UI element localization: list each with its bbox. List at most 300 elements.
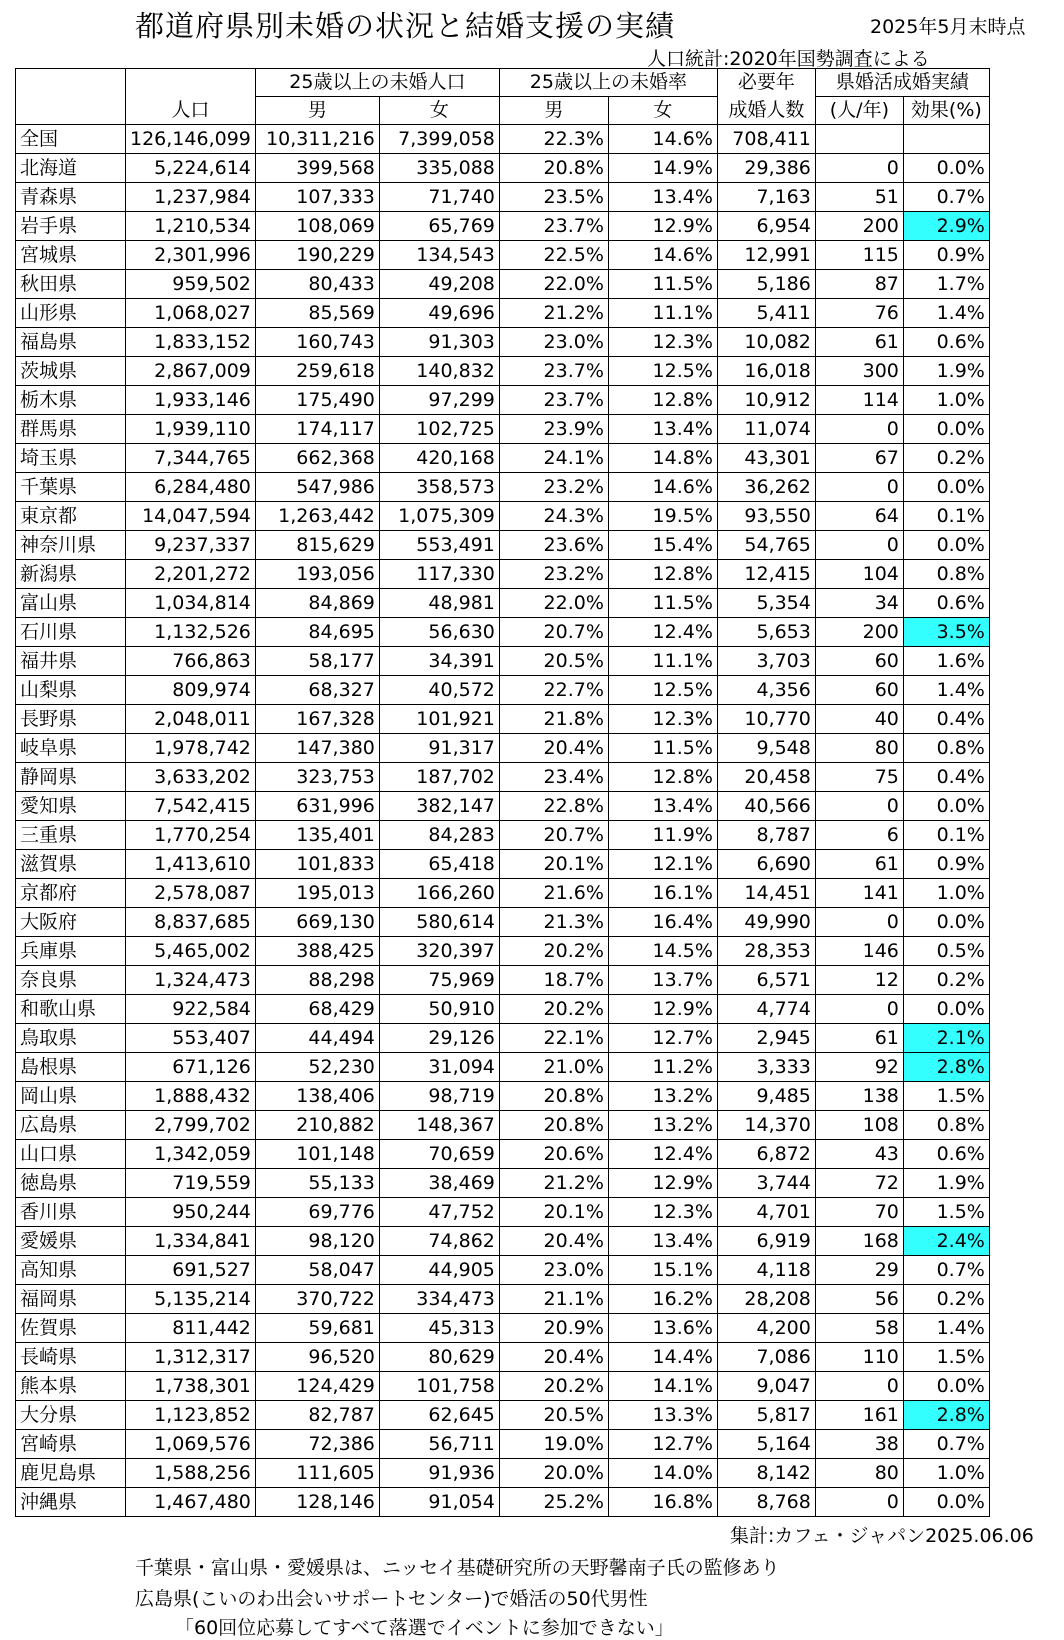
cell-prefecture: 石川県 [16,618,126,647]
cell-rate-female: 12.1% [608,850,717,879]
cell-prefecture: 香川県 [16,1198,126,1227]
cell-population: 2,201,272 [126,560,256,589]
cell-rate-male: 22.5% [499,241,608,270]
cell-effect: 0.4% [903,763,989,792]
cell-achievement: 0 [815,531,903,560]
cell-achievement: 40 [815,705,903,734]
cell-unmarried-female: 382,147 [379,792,499,821]
cell-achievement: 110 [815,1343,903,1372]
cell-required: 40,566 [717,792,815,821]
cell-prefecture: 和歌山県 [16,995,126,1024]
cell-required: 3,744 [717,1169,815,1198]
cell-rate-female: 15.4% [608,531,717,560]
cell-unmarried-female: 148,367 [379,1111,499,1140]
cell-required: 7,163 [717,183,815,212]
cell-rate-female: 13.3% [608,1401,717,1430]
table-row [16,357,990,386]
cell-rate-male: 18.7% [499,966,608,995]
table-body [16,125,990,1517]
cell-population: 691,527 [126,1256,256,1285]
cell-effect: 2.4% [903,1227,989,1256]
header-unmarried-male: 男 [255,97,379,125]
cell-population: 809,974 [126,676,256,705]
cell-effect: 0.6% [903,1140,989,1169]
table-row [16,676,990,705]
cell-rate-male: 23.7% [499,386,608,415]
cell-effect: 1.4% [903,1314,989,1343]
footnote-3: 「60回位応募してすべて落選でイベントに参加できない」 [175,1617,674,1639]
cell-required: 4,118 [717,1256,815,1285]
cell-achievement: 0 [815,995,903,1024]
cell-prefecture: 全国 [16,125,126,154]
cell-rate-male: 20.5% [499,647,608,676]
cell-prefecture: 静岡県 [16,763,126,792]
cell-rate-male: 22.1% [499,1024,608,1053]
cell-unmarried-female: 70,659 [379,1140,499,1169]
cell-prefecture: 栃木県 [16,386,126,415]
cell-rate-female: 11.5% [608,589,717,618]
cell-effect: 1.5% [903,1198,989,1227]
cell-achievement: 146 [815,937,903,966]
cell-unmarried-female: 420,168 [379,444,499,473]
cell-rate-female: 13.4% [608,415,717,444]
cell-rate-female: 11.5% [608,734,717,763]
header-achievement-group: 県婚活成婚実績 [815,69,989,97]
cell-prefecture: 大阪府 [16,908,126,937]
cell-unmarried-female: 117,330 [379,560,499,589]
cell-prefecture: 岡山県 [16,1082,126,1111]
cell-effect: 0.0% [903,908,989,937]
cell-unmarried-male: 68,327 [255,676,379,705]
cell-population: 1,833,152 [126,328,256,357]
cell-rate-female: 13.6% [608,1314,717,1343]
cell-unmarried-female: 34,391 [379,647,499,676]
cell-unmarried-female: 7,399,058 [379,125,499,154]
cell-required: 4,200 [717,1314,815,1343]
cell-effect: 0.0% [903,995,989,1024]
cell-achievement: 43 [815,1140,903,1169]
cell-rate-male: 20.2% [499,995,608,1024]
cell-population: 766,863 [126,647,256,676]
cell-prefecture: 広島県 [16,1111,126,1140]
cell-unmarried-male: 323,753 [255,763,379,792]
cell-rate-male: 22.0% [499,270,608,299]
cell-unmarried-male: 128,146 [255,1488,379,1517]
cell-rate-male: 20.7% [499,618,608,647]
cell-unmarried-female: 91,936 [379,1459,499,1488]
table-row [16,154,990,183]
cell-rate-male: 23.2% [499,560,608,589]
cell-unmarried-female: 187,702 [379,763,499,792]
cell-unmarried-male: 44,494 [255,1024,379,1053]
cell-unmarried-male: 399,568 [255,154,379,183]
cell-required: 3,333 [717,1053,815,1082]
prefecture-table [15,68,990,1517]
cell-population: 922,584 [126,995,256,1024]
cell-rate-male: 20.6% [499,1140,608,1169]
cell-prefecture: 福島県 [16,328,126,357]
cell-population: 959,502 [126,270,256,299]
cell-required: 5,354 [717,589,815,618]
cell-prefecture: 山形県 [16,299,126,328]
table-row [16,792,990,821]
table-row [16,850,990,879]
cell-prefecture: 長崎県 [16,1343,126,1372]
cell-achievement: 200 [815,618,903,647]
cell-required: 708,411 [717,125,815,154]
cell-effect: 1.4% [903,676,989,705]
table-row [16,560,990,589]
cell-effect: 1.6% [903,647,989,676]
cell-prefecture: 宮崎県 [16,1430,126,1459]
cell-prefecture: 大分県 [16,1401,126,1430]
cell-population: 14,047,594 [126,502,256,531]
cell-rate-female: 12.3% [608,328,717,357]
cell-prefecture: 兵庫県 [16,937,126,966]
cell-achievement: 87 [815,270,903,299]
cell-achievement: 0 [815,415,903,444]
cell-rate-female: 12.8% [608,763,717,792]
cell-effect: 0.7% [903,1430,989,1459]
cell-prefecture: 長野県 [16,705,126,734]
cell-population: 2,799,702 [126,1111,256,1140]
header-row-1 [16,69,990,97]
cell-population: 1,123,852 [126,1401,256,1430]
cell-population: 2,867,009 [126,357,256,386]
cell-unmarried-female: 56,630 [379,618,499,647]
cell-prefecture: 奈良県 [16,966,126,995]
cell-population: 1,939,110 [126,415,256,444]
cell-effect: 0.4% [903,705,989,734]
cell-prefecture: 佐賀県 [16,1314,126,1343]
cell-effect: 1.7% [903,270,989,299]
cell-population: 1,334,841 [126,1227,256,1256]
cell-unmarried-male: 190,229 [255,241,379,270]
cell-rate-male: 23.0% [499,328,608,357]
cell-prefecture: 富山県 [16,589,126,618]
cell-effect: 0.6% [903,328,989,357]
cell-population: 2,578,087 [126,879,256,908]
table-row [16,270,990,299]
cell-achievement: 29 [815,1256,903,1285]
cell-required: 10,082 [717,328,815,357]
header-population: 人口 [126,97,256,125]
cell-effect: 0.0% [903,415,989,444]
cell-achievement: 0 [815,154,903,183]
cell-achievement: 34 [815,589,903,618]
cell-unmarried-female: 49,696 [379,299,499,328]
cell-effect: 2.8% [903,1401,989,1430]
cell-rate-male: 21.1% [499,1285,608,1314]
cell-unmarried-male: 88,298 [255,966,379,995]
cell-prefecture: 岐阜県 [16,734,126,763]
cell-unmarried-male: 101,148 [255,1140,379,1169]
cell-unmarried-female: 91,317 [379,734,499,763]
cell-achievement: 61 [815,328,903,357]
cell-effect: 0.0% [903,154,989,183]
cell-prefecture: 徳島県 [16,1169,126,1198]
cell-achievement: 51 [815,183,903,212]
cell-rate-female: 14.9% [608,154,717,183]
cell-required: 10,912 [717,386,815,415]
header-corner-bottom [16,97,126,125]
table-row [16,1024,990,1053]
cell-unmarried-female: 45,313 [379,1314,499,1343]
cell-unmarried-female: 75,969 [379,966,499,995]
cell-population: 5,135,214 [126,1285,256,1314]
cell-unmarried-male: 193,056 [255,560,379,589]
cell-achievement: 300 [815,357,903,386]
cell-unmarried-female: 102,725 [379,415,499,444]
cell-unmarried-female: 65,418 [379,850,499,879]
cell-effect: 1.0% [903,1459,989,1488]
cell-rate-female: 12.9% [608,212,717,241]
cell-population: 1,324,473 [126,966,256,995]
cell-prefecture: 山梨県 [16,676,126,705]
cell-rate-male: 23.0% [499,1256,608,1285]
table-row [16,908,990,937]
cell-rate-male: 20.9% [499,1314,608,1343]
cell-achievement: 72 [815,1169,903,1198]
table-row [16,1343,990,1372]
table-row [16,821,990,850]
cell-required: 2,945 [717,1024,815,1053]
cell-population: 1,467,480 [126,1488,256,1517]
cell-unmarried-female: 80,629 [379,1343,499,1372]
cell-rate-male: 22.3% [499,125,608,154]
cell-achievement: 38 [815,1430,903,1459]
cell-unmarried-male: 68,429 [255,995,379,1024]
cell-required: 8,142 [717,1459,815,1488]
table-row [16,1082,990,1111]
cell-rate-male: 20.7% [499,821,608,850]
cell-unmarried-female: 31,094 [379,1053,499,1082]
cell-achievement: 80 [815,734,903,763]
page-title: 都道府県別未婚の状況と結婚支援の実績 [135,9,676,43]
cell-rate-male: 20.5% [499,1401,608,1430]
cell-unmarried-female: 334,473 [379,1285,499,1314]
cell-effect: 1.4% [903,299,989,328]
cell-unmarried-male: 84,869 [255,589,379,618]
table-row [16,1285,990,1314]
cell-required: 20,458 [717,763,815,792]
cell-population: 126,146,099 [126,125,256,154]
cell-unmarried-male: 55,133 [255,1169,379,1198]
cell-prefecture: 三重県 [16,821,126,850]
cell-rate-male: 21.2% [499,1169,608,1198]
cell-rate-male: 20.4% [499,1343,608,1372]
cell-rate-male: 23.9% [499,415,608,444]
cell-unmarried-female: 48,981 [379,589,499,618]
cell-prefecture: 宮城県 [16,241,126,270]
cell-prefecture: 新潟県 [16,560,126,589]
table-row [16,183,990,212]
cell-population: 1,978,742 [126,734,256,763]
cell-rate-female: 12.4% [608,1140,717,1169]
cell-unmarried-male: 1,263,442 [255,502,379,531]
cell-achievement: 56 [815,1285,903,1314]
cell-rate-male: 23.4% [499,763,608,792]
cell-rate-female: 14.5% [608,937,717,966]
cell-rate-female: 14.6% [608,473,717,502]
table-row [16,125,990,154]
cell-required: 43,301 [717,444,815,473]
cell-prefecture: 福井県 [16,647,126,676]
header-rate-group: 25歳以上の未婚率 [499,69,717,97]
cell-effect: 0.0% [903,792,989,821]
cell-effect: 1.5% [903,1082,989,1111]
header-effect: 効果(%) [903,97,989,125]
cell-unmarried-female: 140,832 [379,357,499,386]
cell-population: 1,588,256 [126,1459,256,1488]
cell-prefecture: 島根県 [16,1053,126,1082]
cell-effect [903,125,989,154]
cell-rate-male: 24.3% [499,502,608,531]
cell-rate-male: 22.7% [499,676,608,705]
cell-unmarried-male: 124,429 [255,1372,379,1401]
cell-rate-female: 16.1% [608,879,717,908]
header-per-year: (人/年) [815,97,903,125]
cell-prefecture: 千葉県 [16,473,126,502]
cell-unmarried-female: 91,054 [379,1488,499,1517]
cell-required: 6,872 [717,1140,815,1169]
cell-required: 4,701 [717,1198,815,1227]
cell-effect: 0.7% [903,183,989,212]
cell-achievement: 61 [815,850,903,879]
cell-required: 7,086 [717,1343,815,1372]
cell-unmarried-female: 62,645 [379,1401,499,1430]
cell-achievement: 75 [815,763,903,792]
cell-required: 9,548 [717,734,815,763]
table-row [16,734,990,763]
table-row [16,1111,990,1140]
cell-unmarried-female: 580,614 [379,908,499,937]
cell-prefecture: 鹿児島県 [16,1459,126,1488]
cell-achievement: 80 [815,1459,903,1488]
cell-prefecture: 京都府 [16,879,126,908]
cell-population: 1,413,610 [126,850,256,879]
cell-prefecture: 愛知県 [16,792,126,821]
cell-unmarried-female: 50,910 [379,995,499,1024]
cell-required: 93,550 [717,502,815,531]
cell-unmarried-female: 40,572 [379,676,499,705]
cell-unmarried-male: 58,177 [255,647,379,676]
cell-population: 1,034,814 [126,589,256,618]
cell-achievement: 58 [815,1314,903,1343]
cell-required: 4,356 [717,676,815,705]
cell-unmarried-male: 107,333 [255,183,379,212]
cell-unmarried-male: 147,380 [255,734,379,763]
cell-unmarried-female: 44,905 [379,1256,499,1285]
table-row [16,1256,990,1285]
cell-rate-female: 11.5% [608,270,717,299]
cell-achievement: 12 [815,966,903,995]
cell-unmarried-male: 167,328 [255,705,379,734]
cell-rate-male: 21.2% [499,299,608,328]
cell-rate-male: 23.5% [499,183,608,212]
cell-required: 14,451 [717,879,815,908]
cell-effect: 0.0% [903,473,989,502]
cell-rate-female: 12.8% [608,386,717,415]
cell-population: 1,342,059 [126,1140,256,1169]
cell-effect: 2.1% [903,1024,989,1053]
cell-rate-female: 16.8% [608,1488,717,1517]
cell-effect: 0.0% [903,1372,989,1401]
cell-rate-female: 12.3% [608,705,717,734]
cell-rate-female: 13.2% [608,1082,717,1111]
cell-achievement: 114 [815,386,903,415]
header-row-2 [16,97,990,125]
cell-rate-male: 20.1% [499,850,608,879]
cell-unmarried-female: 38,469 [379,1169,499,1198]
cell-rate-female: 11.9% [608,821,717,850]
cell-effect: 0.1% [903,502,989,531]
cell-effect: 0.5% [903,937,989,966]
cell-rate-female: 14.4% [608,1343,717,1372]
cell-prefecture: 鳥取県 [16,1024,126,1053]
cell-population: 553,407 [126,1024,256,1053]
cell-required: 11,074 [717,415,815,444]
table-row [16,386,990,415]
cell-rate-female: 19.5% [608,502,717,531]
cell-achievement: 0 [815,1488,903,1517]
cell-achievement: 161 [815,1401,903,1430]
cell-achievement: 76 [815,299,903,328]
cell-achievement: 138 [815,1082,903,1111]
cell-effect: 0.8% [903,734,989,763]
cell-population: 5,224,614 [126,154,256,183]
cell-effect: 0.6% [903,589,989,618]
cell-rate-female: 12.7% [608,1024,717,1053]
cell-effect: 1.5% [903,1343,989,1372]
cell-unmarried-female: 29,126 [379,1024,499,1053]
cell-effect: 0.2% [903,444,989,473]
table-row [16,212,990,241]
cell-rate-male: 21.8% [499,705,608,734]
cell-required: 12,415 [717,560,815,589]
cell-unmarried-male: 815,629 [255,531,379,560]
cell-rate-female: 14.0% [608,1459,717,1488]
cell-rate-male: 21.3% [499,908,608,937]
cell-effect: 2.8% [903,1053,989,1082]
cell-rate-male: 20.2% [499,937,608,966]
cell-rate-male: 20.1% [499,1198,608,1227]
table-row [16,328,990,357]
cell-effect: 0.9% [903,850,989,879]
cell-required: 5,817 [717,1401,815,1430]
footnote-2: 広島県(こいのわ出会いサポートセンター)で婚活の50代男性 [135,1588,648,1610]
cell-prefecture: 東京都 [16,502,126,531]
cell-prefecture: 山口県 [16,1140,126,1169]
cell-unmarried-male: 69,776 [255,1198,379,1227]
cell-required: 10,770 [717,705,815,734]
cell-unmarried-male: 135,401 [255,821,379,850]
as-of-date: 2025年5月末時点 [870,16,1026,38]
cell-rate-male: 24.1% [499,444,608,473]
table-row [16,618,990,647]
cell-population: 1,312,317 [126,1343,256,1372]
cell-unmarried-female: 166,260 [379,879,499,908]
header-required-line2: 成婚人数 [717,97,815,125]
cell-achievement: 0 [815,908,903,937]
cell-achievement: 67 [815,444,903,473]
cell-required: 5,653 [717,618,815,647]
cell-rate-female: 14.1% [608,1372,717,1401]
cell-rate-male: 23.2% [499,473,608,502]
cell-unmarried-female: 71,740 [379,183,499,212]
cell-rate-female: 16.2% [608,1285,717,1314]
cell-rate-female: 12.3% [608,1198,717,1227]
